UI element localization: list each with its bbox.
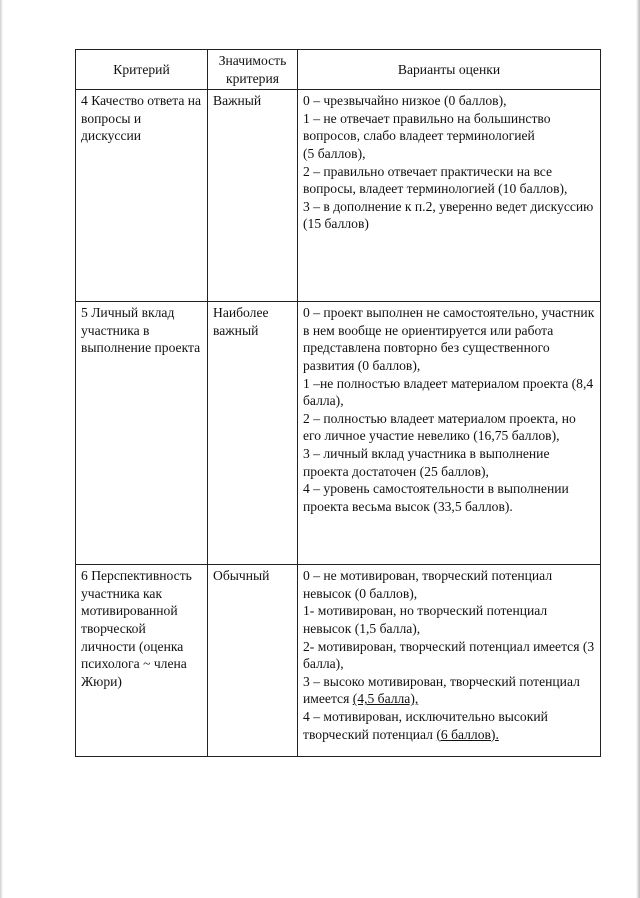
option-line: 1 – не отвечает правильно на большинство вопросов, слабо владеет терминологией	[303, 110, 551, 144]
option-line: 2 – правильно отвечает практически на все вопросы, владеет терминологией (10 баллов),	[303, 163, 568, 197]
underlined-score: (6 баллов).	[436, 726, 499, 742]
table-row	[76, 302, 601, 565]
option-text: 4 – мотивирован, исключительно высокий творческий потенциал	[303, 708, 548, 742]
criterion-cell: 5 Личный вклад участника в выполнение проекта	[76, 302, 208, 565]
option-text: 3 – высоко мотивирован, творческий потенциал имеется	[303, 673, 580, 707]
header-criterion: Критерий	[76, 50, 208, 90]
importance-cell: Обычный	[208, 565, 298, 757]
option-line: 3 – в дополнение к п.2, уверенно ведет дискуссию (15 баллов)	[303, 198, 594, 232]
option-line	[303, 673, 595, 708]
page-edge-left	[0, 0, 3, 898]
option-line: 0 – проект выполнен не самостоятельно, участник в нем вообще не ориентируется или работа представлена повторно без существенного развития (0 баллов),	[303, 305, 595, 373]
importance-cell: Наиболее важный	[208, 302, 298, 565]
criteria-table	[75, 49, 601, 757]
table-row	[76, 565, 601, 757]
option-line: 0 – чрезвычайно низкое (0 баллов),	[303, 93, 507, 109]
option-line: 4 – уровень самостоятельности в выполнении проекта весьма высок (33,5 баллов).	[303, 481, 569, 514]
criterion-cell: 4 Качество ответа на вопросы и дискуссии	[76, 90, 208, 302]
option-line: 2 – полностью владеет материалом проекта, но его личное участие невелико (16,75 баллов),	[303, 410, 576, 444]
importance-cell: Важный	[208, 90, 298, 302]
option-line: (5 баллов),	[303, 145, 366, 161]
header-options: Варианты оценки	[298, 50, 601, 90]
table-row	[76, 90, 601, 302]
option-line: 3 – личный вклад участника в выполнение проекта достаточен (25 баллов),	[303, 445, 550, 479]
table-header-row	[76, 50, 601, 90]
options-cell	[298, 565, 601, 757]
option-line: 1- мотивирован, но творческий потенциал невысок (1,5 балла),	[303, 603, 548, 636]
options-cell	[298, 90, 601, 302]
option-line: 1 –не полностью владеет материалом проекта (8,4 балла),	[303, 375, 594, 409]
option-line	[303, 708, 595, 743]
criterion-cell: 6 Перспективность участника как мотивированной творческой личности (оценка психолога ~ члена Жюри)	[76, 565, 208, 757]
option-line: 2- мотивирован, творческий потенциал имеется (3 балла),	[303, 638, 595, 672]
header-importance: Значимость критерия	[208, 50, 298, 90]
options-cell	[298, 302, 601, 565]
option-line: 0 – не мотивирован, творческий потенциал невысок (0 баллов),	[303, 568, 553, 601]
page-edge-right	[636, 0, 640, 898]
underlined-score: (4,5 балла),	[352, 691, 419, 707]
